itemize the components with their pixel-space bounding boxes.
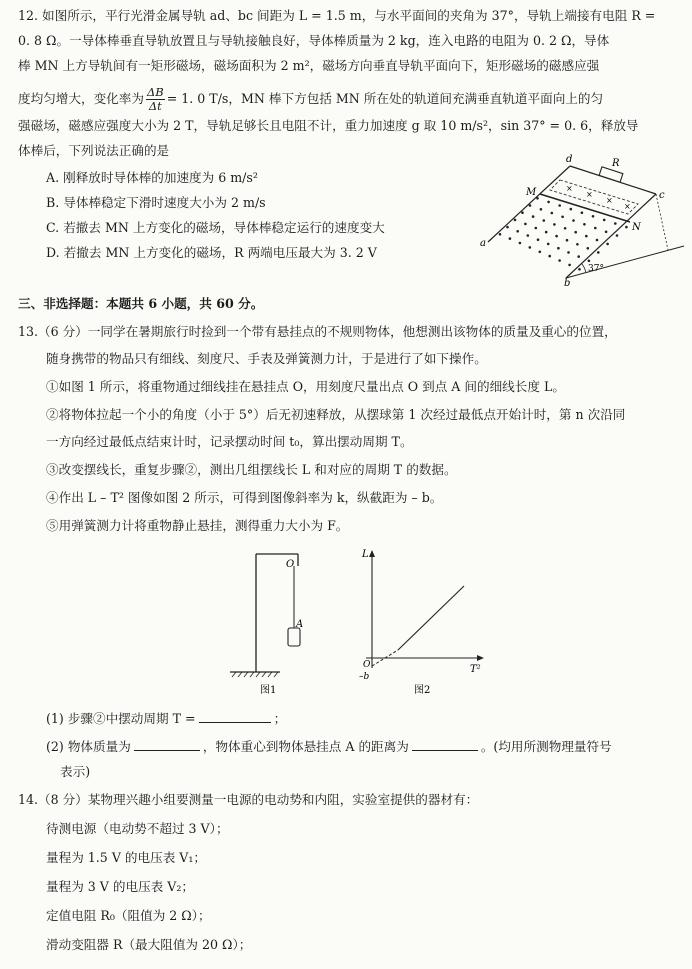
y-axis-arrow — [369, 550, 375, 557]
graph-line — [398, 586, 464, 650]
q12-line-1: 12. 如图所示，平行光滑金属导轨 ad、bc 间距为 L = 1.5 m，与水平面间的夹角为 37°，导轨上端接有电阻 R = — [18, 8, 656, 23]
q12-option-c: C. 若撤去 MN 上方变化的磁场，导体棒稳定运行的速度变大 — [46, 220, 385, 235]
field-dot — [605, 231, 608, 234]
field-dot — [540, 208, 543, 211]
q13-step-2b: 一方向经过最低点结束计时，记录摆动时间 t₀，算出摆动周期 T。 — [46, 434, 413, 449]
field-dot — [553, 223, 556, 226]
rod-mn — [540, 194, 630, 222]
field-dot — [583, 223, 586, 226]
field-dot — [576, 243, 579, 246]
figure-2-caption: 图2 — [414, 685, 431, 696]
field-dot — [555, 235, 558, 238]
q13-step-4: ④作出 L – T² 图像如图 2 所示，可得到图像斜率为 k，纵截距为 – b。 — [46, 490, 443, 505]
field-dot — [509, 237, 512, 240]
label-n: N — [632, 222, 641, 233]
rate-fraction-denominator: Δt — [148, 99, 162, 113]
field-dot — [545, 231, 548, 234]
x-axis-arrow — [477, 655, 484, 661]
field-dot — [532, 215, 535, 218]
q13-sub-2-mid: ，物体重心到物体悬挂点 A 的距离为 — [202, 739, 409, 754]
q14-item-3: 量程为 3 V 的电压表 V₂； — [46, 879, 195, 894]
field-dot — [516, 230, 519, 233]
q14-item-4: 定值电阻 R₀（阻值为 2 Ω）； — [46, 908, 211, 923]
field-dot — [625, 226, 628, 229]
q13-step-2a: ②将物体拉起一个小的角度（小于 5°）后无初速释放，从摆球第 1 次经过最低点开始计时，第 n 次沿同 — [46, 407, 626, 422]
field-dot — [588, 260, 591, 263]
field-dot — [543, 219, 546, 222]
q14-item-5: 滑动变阻器 R（最大阻值为 20 Ω）； — [46, 937, 252, 952]
origin-label: O — [363, 660, 371, 670]
field-dot — [578, 268, 581, 271]
figure-1-pendulum — [226, 548, 322, 698]
field-dot — [585, 235, 588, 238]
field-dot — [568, 264, 571, 267]
angle-arc — [582, 264, 586, 273]
q12-line-3: 棒 MN 上方导轨间有一矩形磁场，磁场面积为 2 m²，磁场方向垂直导轨平面向下，矩形磁场的磁感应强 — [18, 58, 600, 73]
q13-line-1: 13.（6 分）一同学在暑期旅行时捡到一个带有悬挂点的不规则物体，他想测出该物体的质量及重心的位置， — [18, 324, 617, 339]
cross-mark: × — [624, 202, 631, 211]
field-dot — [572, 219, 575, 222]
field-dot — [577, 255, 580, 258]
field-dot — [581, 211, 584, 214]
field-dot — [529, 246, 532, 249]
rate-fraction — [146, 86, 165, 113]
label-d: d — [566, 154, 573, 165]
field-dot — [548, 255, 551, 258]
field-dot — [570, 208, 573, 211]
answer-blank-period[interactable] — [199, 710, 271, 723]
q12-line-2: 0. 8 Ω。一导体棒垂直导轨放置且与导轨接触良好，导体棒质量为 2 kg，连入电路的电阻为 0. 2 Ω，导体 — [18, 33, 610, 48]
section-3-heading: 三、非选择题：本题共 6 小题，共 60 分。 — [18, 296, 264, 311]
q12-option-a: A. 刚释放时导体棒的加速度为 6 m/s² — [46, 170, 258, 185]
q13-sub-1 — [46, 710, 286, 727]
field-dot — [519, 242, 522, 245]
axis-label-l: L — [362, 549, 369, 560]
field-dot — [614, 222, 617, 225]
field-dot — [594, 227, 597, 230]
field-dot — [603, 219, 606, 222]
label-a: a — [480, 238, 486, 249]
cross-mark: × — [586, 190, 593, 199]
label-a: A — [296, 619, 304, 630]
field-dot — [597, 251, 600, 254]
field-dot — [557, 247, 560, 250]
label-r: R — [612, 158, 620, 169]
answer-blank-mass[interactable] — [134, 738, 200, 751]
q13-sub-2-end: 。(均用所测物理量符号 — [480, 739, 612, 754]
q14-item-1: 待测电源（电动势不超过 3 V）； — [46, 821, 229, 836]
q13-step-5: ⑤用弹簧测力计将重物静止悬挂，测得重力大小为 F。 — [46, 518, 349, 533]
field-dot — [564, 227, 567, 230]
rail-ad — [488, 166, 570, 242]
q13-sub-2-text: (2) 物体质量为 — [46, 739, 131, 754]
field-dot — [527, 234, 530, 237]
q13-step-3: ③改变摆线长，重复步骤②，测出几组摆线长 L 和对应的周期 T 的数据。 — [46, 462, 457, 477]
figure-2-graph — [352, 546, 492, 698]
field-dot — [539, 251, 542, 254]
q12-line-4 — [18, 86, 603, 113]
field-dot — [547, 243, 550, 246]
field-dot — [499, 233, 502, 236]
q13-sub-2 — [46, 738, 612, 755]
label-b: b — [564, 278, 571, 286]
field-dot — [587, 247, 590, 250]
label-o: O — [286, 559, 295, 570]
field-dot — [547, 201, 550, 204]
field-dot — [514, 219, 517, 222]
field-dot — [535, 227, 538, 230]
cross-mark: × — [606, 196, 613, 205]
field-dot — [596, 239, 599, 242]
label-m: M — [526, 187, 537, 198]
field-dot — [561, 216, 564, 219]
q12-line-4-end: = 1. 0 T/s，MN 棒下方包括 MN 所在处的轨道间充满垂直轨道平面向上的匀 — [166, 91, 604, 106]
field-dot — [551, 212, 554, 215]
field-dot — [566, 239, 569, 242]
q12-option-b: B. 导体棒稳定下滑时速度大小为 2 m/s — [46, 195, 266, 210]
ground-hatch — [232, 672, 278, 677]
rate-fraction-numerator: ΔB — [146, 85, 164, 99]
label-angle: 37° — [588, 264, 604, 274]
field-dot — [606, 243, 609, 246]
ground-vertical — [656, 194, 668, 250]
q12-line-5: 强磁场，磁感应强度大小为 2 T，导轨足够长且电阻不计，重力加速度 g 取 10 m/s²，sin 37° = 0. 6，释放导 — [18, 118, 639, 133]
field-dot — [592, 215, 595, 218]
field-dot — [558, 204, 561, 207]
answer-blank-distance[interactable] — [412, 738, 478, 751]
field-dot — [567, 251, 570, 254]
q14-item-2: 量程为 1.5 V 的电压表 V₁； — [46, 850, 207, 865]
field-dot — [574, 231, 577, 234]
field-dot — [529, 204, 532, 207]
label-c: c — [659, 190, 665, 201]
q13-step-1: ①如图 1 所示，将重物通过细线挂在悬挂点 O，用刻度尺量出点 O 到点 A 间的细线长度 L。 — [46, 379, 565, 394]
field-dot — [536, 197, 539, 200]
q13-sub-1-end: ； — [273, 711, 287, 726]
cross-mark: × — [566, 184, 573, 193]
q13-sub-1-text: (1) 步骤②中摆动周期 T = — [46, 711, 196, 726]
intercept-label: –b — [359, 672, 370, 682]
axis-label-t2: T² — [470, 664, 481, 675]
q14-line-1: 14.（8 分）某物理兴趣小组要测量一电源的电动势和内阻，实验室提供的器材有： — [18, 792, 479, 807]
q13-line-2: 随身携带的物品只有细线、刻度尺、手表及弹簧测力计，于是进行了如下操作。 — [46, 351, 487, 366]
field-dot — [558, 259, 561, 262]
field-dot — [524, 223, 527, 226]
q13-sub-2-cont: 表示) — [60, 764, 91, 779]
q12-rail-figure — [478, 152, 688, 286]
figure-1-caption: 图1 — [260, 685, 277, 696]
q12-line-6: 体棒后，下列说法正确的是 — [18, 143, 170, 158]
field-dot — [506, 226, 509, 229]
field-dot — [616, 234, 619, 237]
hanging-object — [288, 628, 300, 646]
q12-option-d: D. 若撤去 MN 上方变化的磁场，R 两端电压最大为 3. 2 V — [46, 245, 377, 260]
q12-line-4-start: 度均匀增大，变化率为 — [18, 91, 144, 106]
field-dot — [521, 211, 524, 214]
field-dot — [537, 238, 540, 241]
